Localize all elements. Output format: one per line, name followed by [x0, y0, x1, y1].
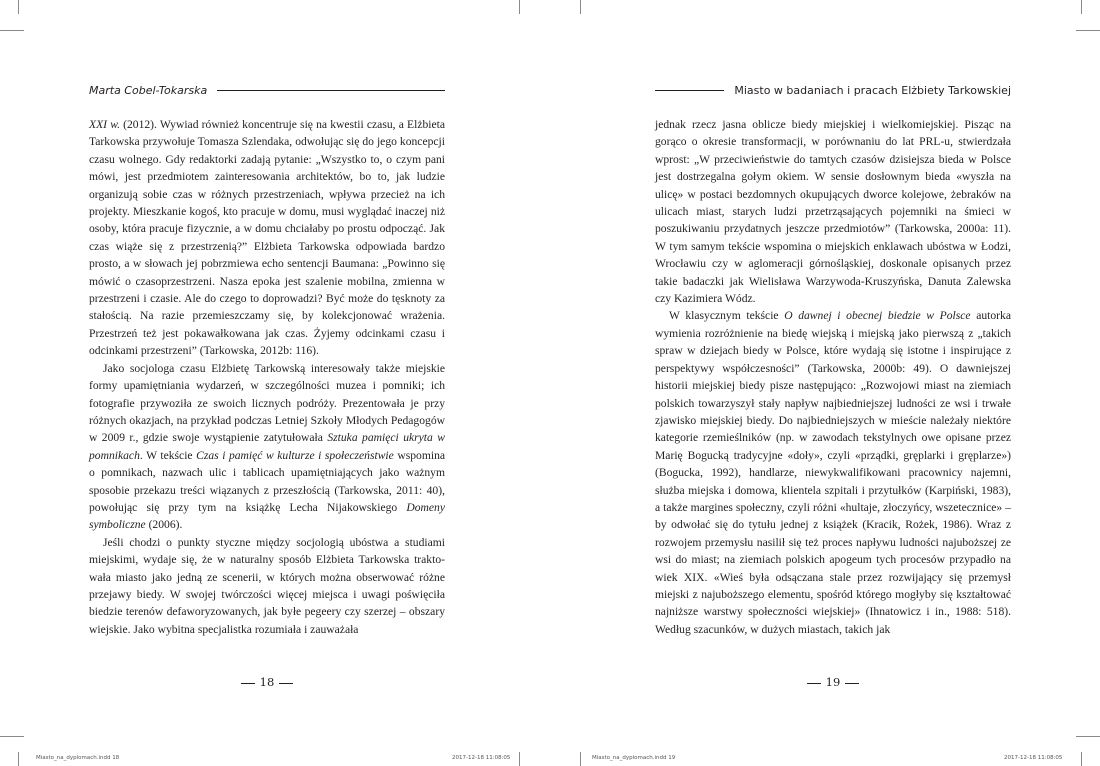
page-number-value: 18	[259, 675, 275, 689]
body-text	[89, 116, 445, 638]
paragraph-text: (2006).	[145, 518, 183, 532]
italic-title-text: XXI w.	[89, 118, 120, 131]
running-head-rule	[655, 90, 724, 91]
paragraph-text: (2012). Wywiad również koncentruje się na kwestii czasu, a Elżbieta Tarkowska przywołuje Tomasza Szlendaka, odwołując się do jego koncepcji czasu wolnego. Gdy redaktorki zadają pytanie: „Wszystko to, o czym pani mówi, jest przedmiotem zainteresowania architektów, bo to, jak ludzie organizują sobie czas w różnych przestrzeniach, wpływa przecież na ich projekty. Mieszkanie kogoś, kto pracuje w domu, musi wyglądać inaczej niż osoby, która pracuje fizycznie, a w domu chciałaby po prostu odpocząć. Jak czas wiąże się z przestrzenią?” Elżbieta Tarkowska odpowiada bardzo prosto, a w słowach jej pobrzmiewa echo sentencji Baumana: „Powinno się mówić o czasoprzestrzeni. Nasza epoka jest szalenie mobilna, zmienna w przestrzeni i czasie. Ale do czego to doprowadzi? Być może do tęsknoty za stałością. Na razie przemieszczamy się, by kolekcjonować wrażenia. Przestrzeń też jest pokawałkowana jak czas. Żyjemy odcinkami czasu i odcinkami przestrzeni” (Tarkowska, 2012b: 116).	[89, 118, 445, 358]
crop-mark	[519, 752, 520, 766]
paragraph-text: Jako socjologa czasu Elżbietę Tarkowską interesowały także miejskie formy upamiętniania wydarzeń, w szczególności muzea i pomniki; ich fotografie przywoziła ze swoich licznych podróży. Prezentowała je przy różnych okazjach, na przykład podczas Letniej Szkoły Młodych Pedagogów w 2009 r., gdzie swoje wystąpienie zatytułowała	[89, 361, 445, 445]
crop-mark	[18, 752, 19, 766]
paragraph-text: W klasycznym tekście	[669, 309, 785, 323]
italic-title-text: Domeny symboliczne	[89, 500, 445, 532]
crop-mark	[519, 0, 520, 14]
paragraph-text: wspomina o pomnikach, nazwach ulic i tablicach upamiętniających jako ważnym sposobie przekazu treści wiązanych z przeszłością (Tarkowska, 2011: 40), powołując się przy tym na książkę Lecha Nijakowskiego	[89, 448, 446, 514]
crop-mark	[580, 0, 581, 14]
crop-mark	[1076, 30, 1100, 31]
folio-dash	[807, 683, 821, 684]
page-number	[89, 675, 445, 689]
folio-dash	[279, 683, 293, 684]
running-head	[89, 84, 445, 97]
page-number-value: 19	[825, 675, 841, 689]
running-head	[655, 84, 1011, 97]
slug-file: Miasto_na_dyplomach.indd 18	[36, 755, 120, 761]
running-head-author: Marta Cobel-Tokarska	[89, 84, 208, 97]
crop-mark	[1076, 736, 1100, 737]
folio-dash	[845, 683, 859, 684]
italic-title-text: Czas i pamięć w kulturze i społeczeństwie	[196, 448, 394, 462]
crop-mark	[1081, 752, 1082, 766]
running-head-title: Miasto w badaniach i pracach Elżbiety Tarkowskiej	[734, 84, 1011, 97]
running-head-rule	[217, 90, 445, 91]
paragraph	[655, 116, 1011, 307]
paragraph-text: autorka wymienia rozróżnienie na biedę wiejską i miejską jako pierwszą z „takich spraw w dziejach biedy w Polsce, które wydają się istotne i inspirujące z perspektywy współczesności” (Tarkowska, 2000b: 49). O dawniejszej historii miejskiej biedy pisze następująco: „Rozwojowi miast na ziemiach polskich towarzyszył stały napływ najbiedniejszej ludności ze wsi i trwałe zjawisko miejskiej biedy. Do najbiedniejszych w mieście należały niektóre kategorie rzemieślników (np. w zawodach tekstylnych owe opisane przez Marię Bogucką tradycyjne «doły», czyli «prządki, gręplarki i gręplarze») (Bogucka, 1992), handlarze, niewykwalifikowani pracownicy najemni, służba miejska i domowa, klientela szpitali i przytułków (Karpiński, 1983), a także margines społeczny, czyli różni «hultaje, złoczyńcy, wszetecznice» – by odwołać się do tytułu jednej z książek (Kracik, Rożek, 1986). Wraz z rozwojem przemysłu nasilił się też proces napływu ludności najuboższej ze wsi do miast; na ziemiach polskich apogeum tych procesów przypadło na wiek XIX. «Wieś była odsączana stale przez rozwijający się przemysł miejski z najuboższego elementu, spośród którego mogłyby się kształtować najniższe warstwy społeczności wiejskiej» (Ihnatowicz i in., 1988: 518). Według szacunków, w dużych miastach, takich jak	[655, 309, 1011, 636]
paragraph	[89, 534, 445, 638]
crop-mark	[1081, 0, 1082, 14]
paragraph	[89, 116, 445, 360]
crop-mark	[0, 736, 24, 737]
paragraph-text: jednak rzecz jasna oblicze biedy miejskiej i wielkomiejskiej. Pisząc na gorąco o okresie transformacji, w porównaniu do lat PRL-u, stwierdzała wprost: „W przeciwieństwie do tamtych czasów dzisiejsza bieda w Polsce jest dostrzegalna gołym okiem. W sensie dosłownym bieda «wyszła na ulicę» w postaci bezdomnych okupujących dworce kolejowe, żebraków na ulicach miast, starych ludzi przetrząsających pojemniki na śmieci w poszukiwaniu przydatnych jeszcze przedmiotów” (Tarkowska, 2000a: 11). W tym samym tekście wspomina o miejskich enklawach ubóstwa w Łodzi, Wrocławiu czy w aglomeracji górnośląskiej, doskonale opisanych przez takie badaczki jak Wielisława Warzywoda-Kruszyńska, Danuta Zalewska czy Kazimiera Wódz.	[655, 118, 1011, 306]
paragraph-text: . W tekście	[139, 448, 197, 462]
paragraph	[655, 307, 1011, 638]
crop-mark	[580, 752, 581, 766]
page-number	[655, 675, 1011, 689]
slug-file: Miasto_na_dyplomach.indd 19	[592, 755, 676, 761]
paragraph-text: Jeśli chodzi o punkty styczne między socjologią ubóstwa a studiami miejskimi, wydaje się, że w naturalny sposób Elżbieta Tarkowska traktowała miasto jako jedną ze scenerii, w których można obserwować różne przejawy biedy. W swojej twórczości więcej miejsca i uwagi poświęciła biedzie terenów defaworyzowanych, jak byłe pegeery czy szerzej – obszary wiejskie. Jako wybitna specjalistka rozumiała i zauważała	[89, 535, 445, 636]
italic-title-text: O dawnej i obecnej biedzie w Polsce	[784, 309, 971, 323]
body-text	[655, 116, 1011, 638]
crop-mark	[0, 30, 24, 31]
right-page	[550, 0, 1100, 766]
crop-mark	[18, 0, 19, 14]
italic-title-text: Sztuka pamięci ukryta w pomnikach	[89, 431, 445, 462]
slug-date: 2017-12-18 11:08:05	[1004, 755, 1063, 761]
slug-date: 2017-12-18 11:08:05	[452, 755, 511, 761]
folio-dash	[241, 683, 255, 684]
paragraph	[89, 360, 445, 534]
